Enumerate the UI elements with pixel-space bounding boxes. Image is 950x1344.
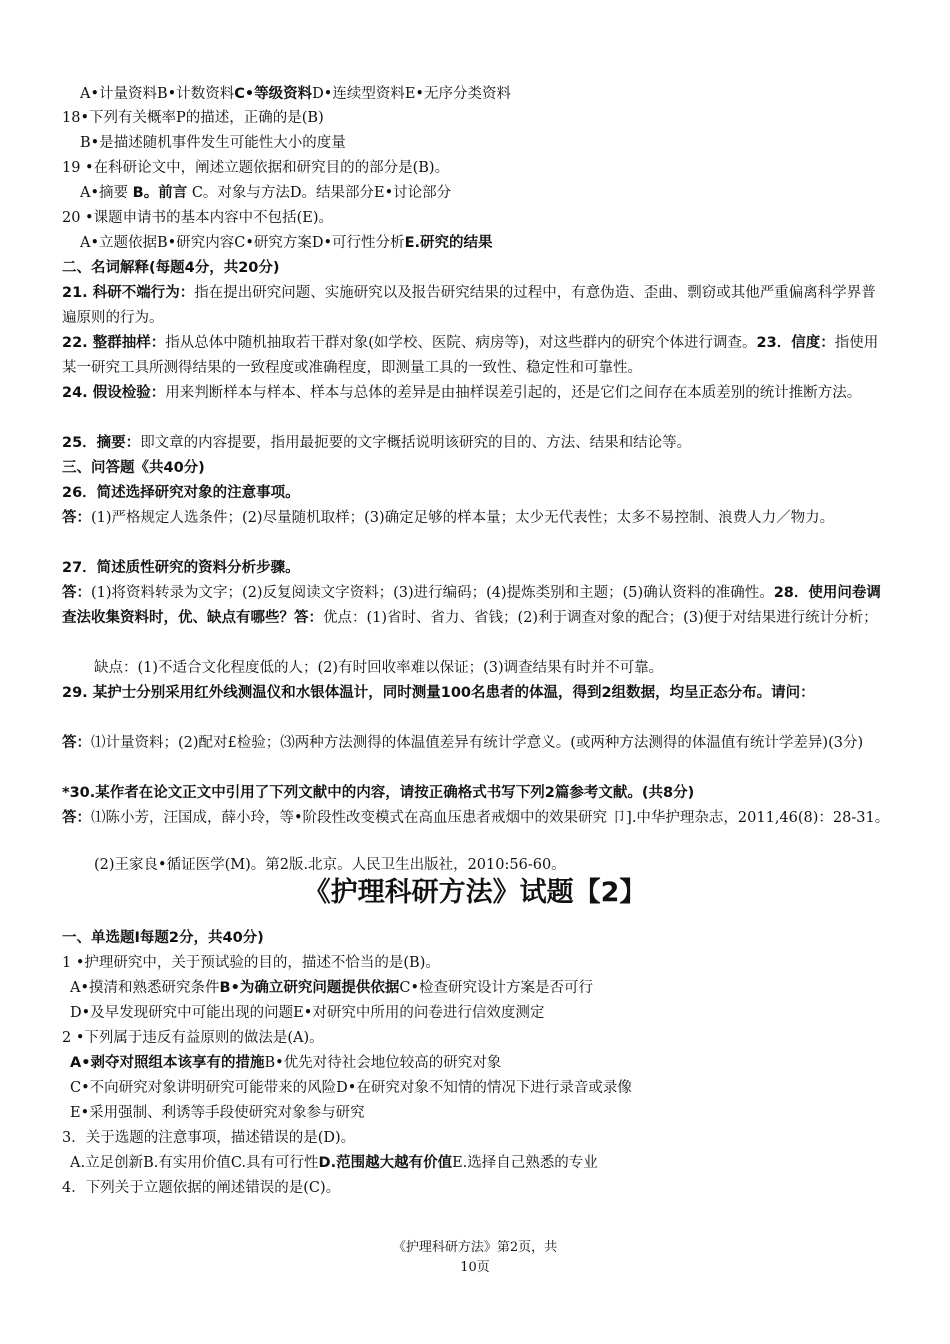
q30-answer <box>62 806 890 831</box>
exam2-q3-stem: 3．关于选题的注意事项，描述错误的是(D)。 <box>62 1130 356 1146</box>
exam2-section1-heading: 一、单选题I每题2分，共40分) <box>62 930 264 946</box>
q21-entry <box>62 281 890 331</box>
q30-reference-2: (2)王家良•循证医学(M)。第2版.北京。人民卫生出版社，2010:56-60。 <box>94 857 566 873</box>
exam2-q1-opt-a: A•摸清和熟悉研究条件 <box>70 980 220 996</box>
exam2-q1-options-2: D•及早发现研究中可能出现的问题E•对研究中所用的问卷进行信效度测定 <box>70 1005 545 1021</box>
q22-term: 22. 整群抽样： <box>62 335 166 351</box>
page-footer-line1: 《护理科研方法》第2页，共 <box>392 1240 558 1255</box>
section3-heading: 三、问答题《共40分) <box>62 460 205 476</box>
exam2-q2-options-3: E•采用强制、利诱等手段使研究对象参与研究 <box>70 1105 365 1121</box>
exam2-q2-options-1 <box>70 1051 898 1075</box>
q26-stem: 26．简述选择研究对象的注意事项。 <box>62 485 300 501</box>
q28-advantages: 优点：(1)省时、省力、省钱；(2)利于调查对象的配合；(3)便于对结果进行统计分析； <box>323 610 878 626</box>
exam2-q1-opt-c: C•检查研究设计方案是否可行 <box>399 980 594 996</box>
q28-disadvantages: 缺点：(1)不适合文化程度低的人；(2)有时回收率难以保证；(3)调查结果有时并不可靠。 <box>94 660 664 676</box>
q22-definition: 指从总体中随机抽取若干群对象(如学校、医院、病房等)，对这些群内的研究个体进行调查。 <box>165 335 757 351</box>
q20-options <box>80 231 908 255</box>
q19-opt-a: A•摘要 <box>80 185 129 201</box>
q24-definition: 用来判断样本与样本、样本与总体的差异是由抽样误差引起的，还是它们之间存在本质差别的统计推断方法。 <box>165 385 862 401</box>
q17-opt-d: D•连续型资料E•无序分类资料 <box>312 86 511 102</box>
exam2-q1-opt-b: B•为确立研究问题提供依据 <box>219 980 400 996</box>
q20-opt-e: E.研究的结果 <box>404 235 493 251</box>
q19-opt-b: B。前言 <box>132 185 188 201</box>
q30-stem: *30.某作者在论文正文中引用了下列文献中的内容，请按正确格式书写下列2篇参考文献。(共8分) <box>62 785 695 801</box>
exam2-q2-opt-a: A•剥夺对照组本该享有的措施 <box>70 1055 265 1071</box>
q25-definition: 即文章的内容提要，指用最扼要的文字概括说明该研究的目的、方法、结果和结论等。 <box>140 435 692 451</box>
q19-stem: 19 •在科研论文中，阐述立题依据和研究目的的部分是(B)。 <box>62 160 450 176</box>
exam-title: 《护理科研方法》试题【2】 <box>303 877 647 908</box>
q25-term: 25．摘要： <box>62 435 141 451</box>
exam2-q4-stem: 4．下列关于立题依据的阐述错误的是(C)。 <box>62 1180 341 1196</box>
q24-entry <box>62 381 890 406</box>
answer-label: 答： <box>62 585 91 601</box>
exam2-q1-options-1 <box>70 976 898 1000</box>
exam2-q2-options-2: C•不向研究对象讲明研究可能带来的风险D•在研究对象不知情的情况下进行录音或录像 <box>70 1080 632 1096</box>
q28-stem: 28．使用问卷调查法收集资料时，优、缺点有哪些？答： <box>62 585 881 626</box>
q23-term: 23．信度： <box>756 335 835 351</box>
q21-term: 21. 科研不端行为： <box>62 285 195 301</box>
exam2-q1-stem: 1 •护理研究中，关于预试验的目的，描述不恰当的是(B)。 <box>62 955 440 971</box>
answer-label: 答： <box>62 810 91 826</box>
q29-stem: 29. 某护士分别采用红外线测温仪和水银体温计，同时测量100名患者的体温，得到2组数据，均呈正态分布。请问： <box>62 685 815 701</box>
q22-q23-entry <box>62 331 890 381</box>
exam2-q3-opt-d: D.范围越大越有价值 <box>318 1155 453 1171</box>
exam2-q2-opt-b: B•优先对待社会地位较高的研究对象 <box>264 1055 502 1071</box>
q29-answer <box>62 731 890 756</box>
q19-opt-rest: C。对象与方法D。结果部分E•讨论部分 <box>191 185 452 201</box>
q17-opt-a: A•计量资料B•计数资料 <box>80 86 235 102</box>
q17-opt-c: C•等级资料 <box>234 86 313 102</box>
q18-answer-option: B•是描述随机事件发生可能性大小的度量 <box>80 135 346 151</box>
q17-options <box>80 82 908 106</box>
exam2-q3-options <box>70 1151 898 1175</box>
q26-answer <box>62 506 890 531</box>
page-footer-line2: 10页 <box>460 1260 490 1275</box>
section2-heading: 二、名词解释(每题4分，共20分) <box>62 260 280 276</box>
q20-stem: 20 •课题申请书的基本内容中不包括(E)。 <box>62 210 334 226</box>
q23-definition: 指使用某一研究工具所测得结果的一致程度或准确程度，即测量工具的一致性、稳定性和可靠性。 <box>62 335 879 376</box>
q19-options <box>80 181 908 205</box>
exam2-q2-stem: 2 •下列属于违反有益原则的做法是(A)。 <box>62 1030 324 1046</box>
exam2-q3-opt-e: E.选择自己熟悉的专业 <box>452 1155 598 1171</box>
q30-reference-1: ⑴陈小芳，汪国成，薛小玲，等•阶段性改变模式在高血压患者戒烟中的效果研究 卩].中华护理杂志，2011,46(8)：28-31。 <box>91 810 890 826</box>
q25-entry <box>62 431 890 455</box>
answer-label: 答： <box>62 735 91 751</box>
answer-label: 答： <box>62 510 91 526</box>
q27-stem: 27．简述质性研究的资料分析步骤。 <box>62 560 300 576</box>
q18-stem: 18•下列有关概率P的描述，正确的是(B) <box>62 110 324 126</box>
q24-term: 24. 假设检验： <box>62 385 166 401</box>
exam2-q3-opt-abc: A.立足创新B.有实用价值C.具有可行性 <box>70 1155 319 1171</box>
q21-definition: 指在提出研究问题、实施研究以及报告研究结果的过程中，有意伪造、歪曲、剽窃或其他严重偏离科学界普遍原则的行为。 <box>62 285 876 326</box>
q27-q28-block <box>62 581 890 631</box>
q27-answer-text: (1)将资料转录为文字；(2)反复阅读文字资料；(3)进行编码；(4)提炼类别和主题；(5)确认资料的准确性。 <box>91 585 774 601</box>
q26-answer-text: (1)严格规定人选条件；(2)尽量随机取样；(3)确定足够的样本量；太少无代表性；太多不易控制、浪费人力／物力。 <box>91 510 835 526</box>
q20-opts: A•立题依据B•研究内容C•研究方案D•可行性分析 <box>80 235 405 251</box>
q29-answer-text: ⑴计量资料；(2)配对£检验；⑶两种方法测得的体温值差异有统计学意义。(或两种方法测得的体温值有统计学差异)(3分) <box>91 735 864 751</box>
